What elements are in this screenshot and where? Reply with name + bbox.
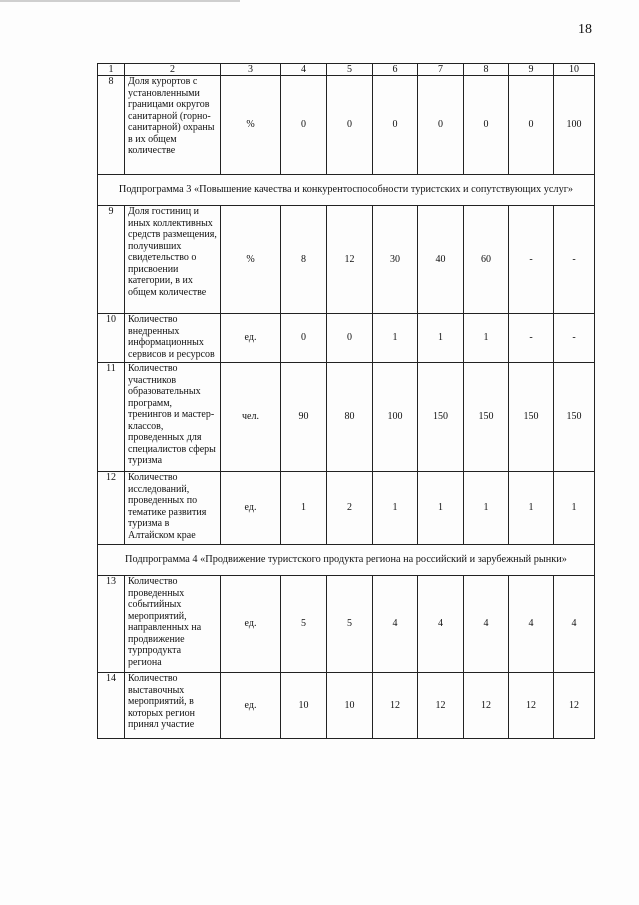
indicator-name: Доля курортов с установленными границами округов санитарной (горно-санитарной) охраны в их общем количестве <box>125 76 221 175</box>
value-cell: 150 <box>464 363 509 472</box>
value-cell: 4 <box>554 576 595 673</box>
value-cell: 0 <box>373 76 418 175</box>
row-number: 14 <box>98 673 125 739</box>
value-cell: 0 <box>281 76 327 175</box>
indicator-name: Количество участников образовательных программ, тренингов и мастер-классов, проведенных для специалистов сферы туризма <box>125 363 221 472</box>
indicator-name: Количество внедренных информационных сервисов и ресурсов <box>125 314 221 363</box>
indicator-name: Количество выставочных мероприятий, в которых регион принял участие <box>125 673 221 739</box>
value-cell: 90 <box>281 363 327 472</box>
indicators-table <box>97 63 595 739</box>
unit-cell: чел. <box>221 363 281 472</box>
subprogram-row <box>98 175 595 206</box>
value-cell: 10 <box>281 673 327 739</box>
value-cell: 0 <box>327 76 373 175</box>
unit-cell: % <box>221 206 281 314</box>
value-cell: 1 <box>418 314 464 363</box>
value-cell: 1 <box>373 314 418 363</box>
value-cell: 1 <box>464 472 509 545</box>
value-cell: 0 <box>464 76 509 175</box>
column-header: 7 <box>418 64 464 76</box>
value-cell: 1 <box>373 472 418 545</box>
row-number: 13 <box>98 576 125 673</box>
value-cell: 40 <box>418 206 464 314</box>
value-cell: 100 <box>554 76 595 175</box>
value-cell: - <box>509 206 554 314</box>
value-cell: 100 <box>373 363 418 472</box>
value-cell: 4 <box>373 576 418 673</box>
value-cell: 12 <box>418 673 464 739</box>
table-row <box>98 206 595 314</box>
indicator-name: Количество проведенных событийных мероприятий, направленных на продвижение турпродукта региона <box>125 576 221 673</box>
subprogram-row <box>98 545 595 576</box>
value-cell: 0 <box>418 76 464 175</box>
value-cell: 30 <box>373 206 418 314</box>
column-header: 6 <box>373 64 418 76</box>
page-number: 18 <box>578 22 592 37</box>
value-cell: 8 <box>281 206 327 314</box>
value-cell: 150 <box>509 363 554 472</box>
column-header: 9 <box>509 64 554 76</box>
value-cell: 2 <box>327 472 373 545</box>
value-cell: 4 <box>509 576 554 673</box>
row-number: 9 <box>98 206 125 314</box>
unit-cell: ед. <box>221 314 281 363</box>
row-number: 8 <box>98 76 125 175</box>
row-number: 10 <box>98 314 125 363</box>
value-cell: 150 <box>418 363 464 472</box>
table-row <box>98 363 595 472</box>
row-number: 11 <box>98 363 125 472</box>
column-header: 3 <box>221 64 281 76</box>
column-numbers-row <box>98 64 595 76</box>
value-cell: 12 <box>509 673 554 739</box>
column-header: 2 <box>125 64 221 76</box>
value-cell: 0 <box>509 76 554 175</box>
value-cell: - <box>509 314 554 363</box>
value-cell: 80 <box>327 363 373 472</box>
table-row <box>98 576 595 673</box>
value-cell: 150 <box>554 363 595 472</box>
value-cell: 4 <box>418 576 464 673</box>
value-cell: 1 <box>418 472 464 545</box>
column-header: 8 <box>464 64 509 76</box>
value-cell: 4 <box>464 576 509 673</box>
unit-cell: ед. <box>221 472 281 545</box>
indicator-name: Количество исследований, проведенных по тематике развития туризма в Алтайском крае <box>125 472 221 545</box>
scan-edge-line <box>0 0 240 2</box>
table-row <box>98 76 595 175</box>
unit-cell: ед. <box>221 673 281 739</box>
value-cell: 10 <box>327 673 373 739</box>
value-cell: 5 <box>327 576 373 673</box>
column-header: 4 <box>281 64 327 76</box>
value-cell: 5 <box>281 576 327 673</box>
value-cell: - <box>554 314 595 363</box>
value-cell: 1 <box>281 472 327 545</box>
column-header: 10 <box>554 64 595 76</box>
value-cell: 12 <box>554 673 595 739</box>
unit-cell: % <box>221 76 281 175</box>
subprogram-title: Подпрограмма 3 «Повышение качества и конкурентоспособности туристских и сопутствующих услуг» <box>98 175 595 206</box>
value-cell: 1 <box>464 314 509 363</box>
row-number: 12 <box>98 472 125 545</box>
table-row <box>98 472 595 545</box>
value-cell: 1 <box>509 472 554 545</box>
value-cell: - <box>554 206 595 314</box>
value-cell: 12 <box>327 206 373 314</box>
value-cell: 0 <box>327 314 373 363</box>
value-cell: 0 <box>281 314 327 363</box>
value-cell: 60 <box>464 206 509 314</box>
column-header: 5 <box>327 64 373 76</box>
subprogram-title: Подпрограмма 4 «Продвижение туристского продукта региона на российский и зарубежный рынки» <box>98 545 595 576</box>
column-header: 1 <box>98 64 125 76</box>
value-cell: 1 <box>554 472 595 545</box>
table-row <box>98 673 595 739</box>
indicator-name: Доля гостиниц и иных коллективных средств размещения, получивших свидетельство о присвоении категории, в их общем количестве <box>125 206 221 314</box>
value-cell: 12 <box>464 673 509 739</box>
value-cell: 12 <box>373 673 418 739</box>
unit-cell: ед. <box>221 576 281 673</box>
table-row <box>98 314 595 363</box>
